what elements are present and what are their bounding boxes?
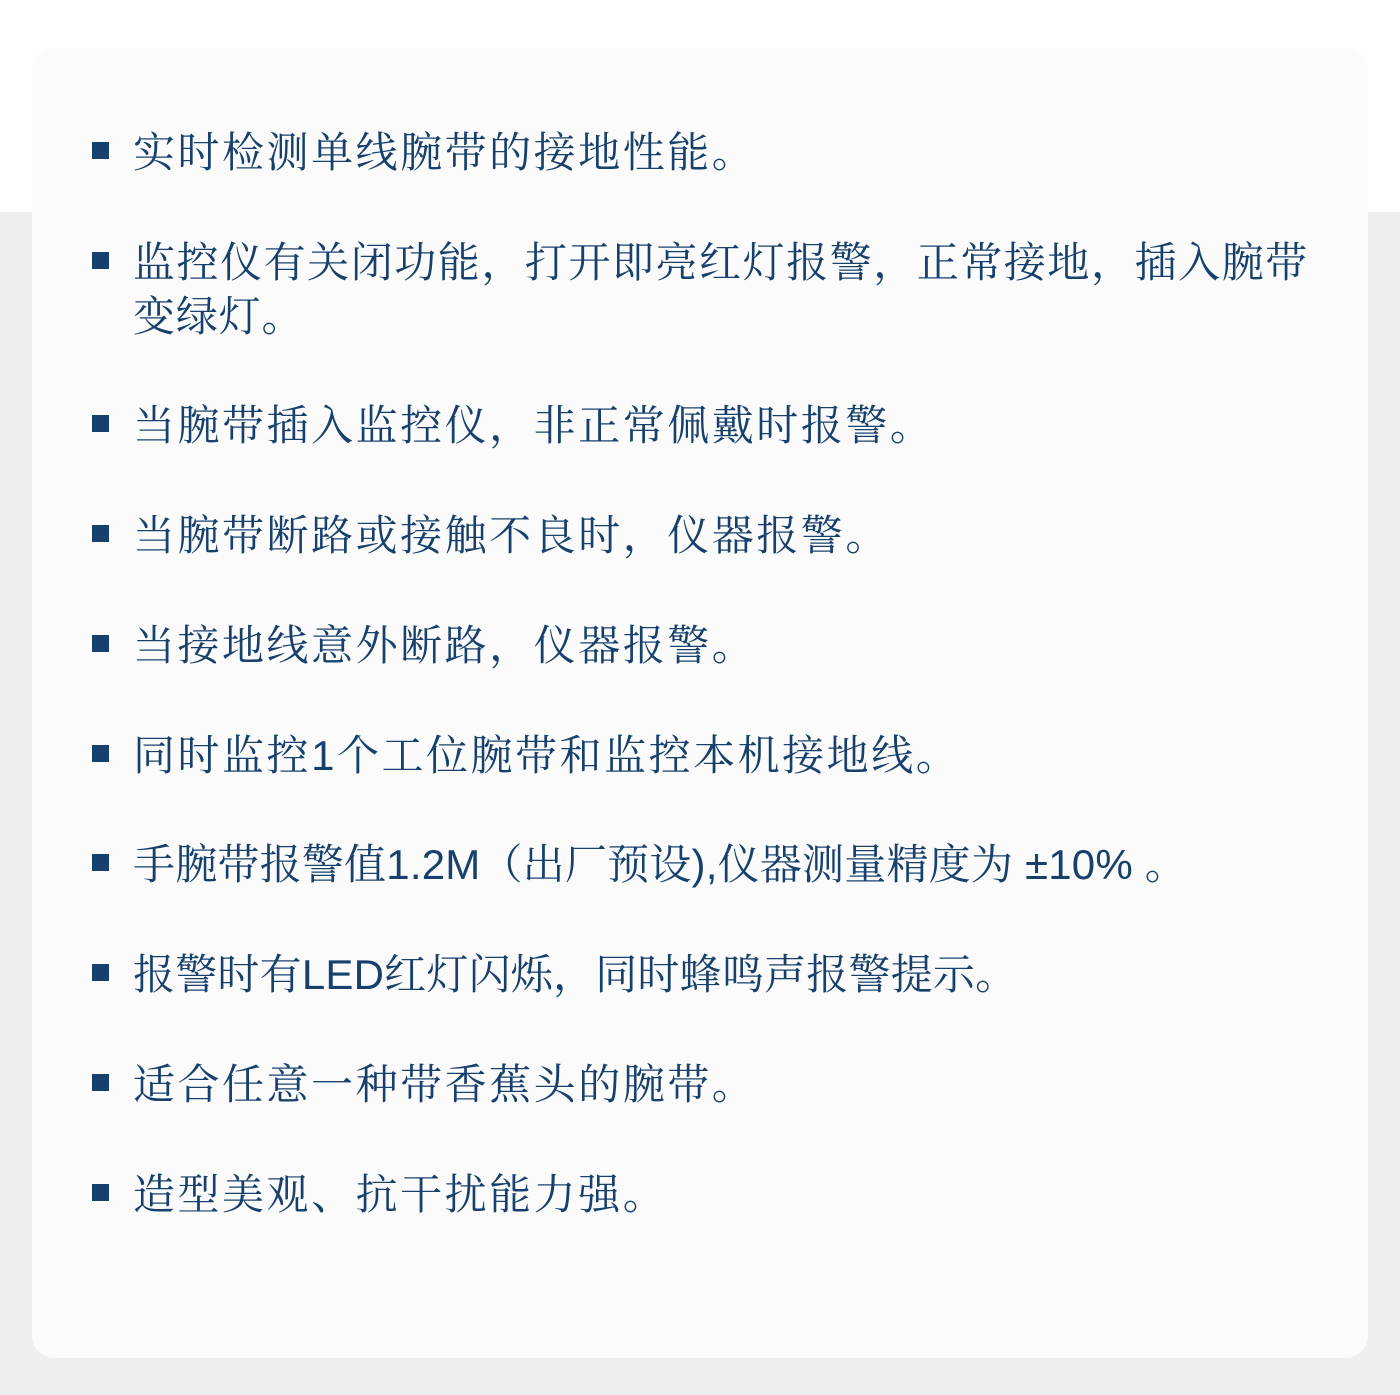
- square-bullet-icon: [92, 252, 109, 269]
- list-item: [92, 948, 1308, 1002]
- list-item: [92, 729, 1308, 783]
- feature-text: 监控仪有关闭功能，打开即亮红灯报警，正常接地，插入腕带变绿灯。: [133, 238, 1308, 340]
- square-bullet-icon: [92, 142, 109, 159]
- list-item: [92, 619, 1308, 673]
- feature-text: 实时检测单线腕带的接地性能。: [133, 129, 757, 176]
- list-item: [92, 1168, 1308, 1222]
- square-bullet-icon: [92, 854, 109, 871]
- square-bullet-icon: [92, 1074, 109, 1091]
- list-item: [92, 399, 1308, 453]
- feature-text: 当腕带插入监控仪，非正常佩戴时报警。: [133, 402, 935, 450]
- feature-text: 手腕带报警值1.2M（出厂预设),仪器测量精度为 ±10% 。: [133, 841, 1187, 889]
- list-item: [92, 838, 1308, 892]
- square-bullet-icon: [92, 745, 109, 762]
- feature-text: 造型美观、抗干扰能力强。: [133, 1170, 668, 1218]
- square-bullet-icon: [92, 964, 109, 981]
- feature-text: 同时监控1个工位腕带和监控本机接地线。: [133, 731, 961, 779]
- list-item: [92, 236, 1308, 344]
- feature-text: 报警时有LED红灯闪烁，同时蜂鸣声报警提示。: [133, 951, 1018, 998]
- list-item: [92, 1058, 1308, 1112]
- feature-text: 当腕带断路或接触不良时，仪器报警。: [133, 512, 890, 559]
- feature-card: [32, 48, 1368, 1358]
- feature-list: [92, 126, 1308, 1221]
- square-bullet-icon: [92, 415, 109, 432]
- square-bullet-icon: [92, 635, 109, 652]
- list-item: [92, 509, 1308, 563]
- feature-text: 适合任意一种带香蕉头的腕带。: [133, 1060, 757, 1108]
- feature-text: 当接地线意外断路，仪器报警。: [133, 621, 757, 669]
- list-item: [92, 126, 1308, 180]
- square-bullet-icon: [92, 525, 109, 542]
- square-bullet-icon: [92, 1184, 109, 1201]
